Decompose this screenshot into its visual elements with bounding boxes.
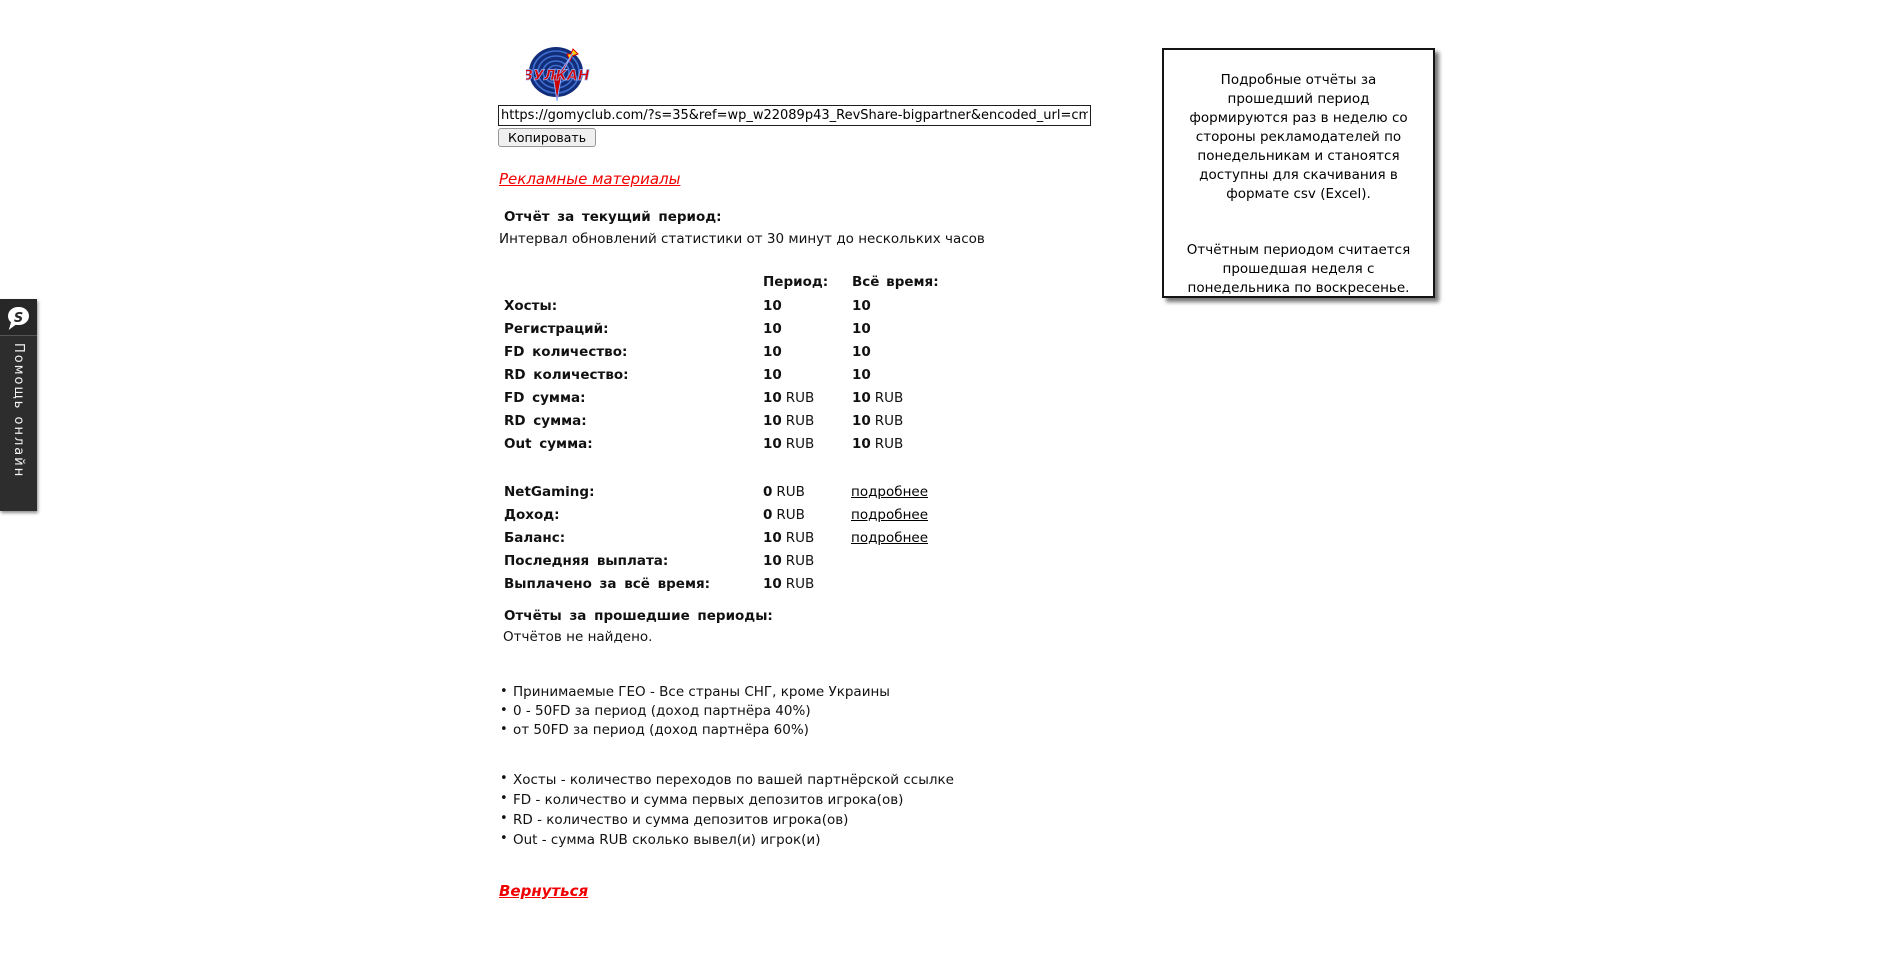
column-header-period: Период: <box>763 274 829 290</box>
stat-period-unit: RUB <box>785 435 815 452</box>
glossary-list-item: • Хосты - количество переходов по вашей партнёрской ссылке <box>498 770 1118 790</box>
stat-label: Хосты: <box>504 297 558 314</box>
info-box-paragraph-2: Отчётным периодом считается прошедшая неделя с понедельника по воскресенье. <box>1186 242 1411 296</box>
finance-value: 10 <box>763 575 782 592</box>
past-reports-empty-text: Отчётов не найдено. <box>503 629 653 645</box>
details-link[interactable]: подробнее <box>851 506 929 523</box>
stat-alltime-cell <box>852 436 1002 452</box>
stat-period-value: 10 <box>763 297 782 314</box>
stat-alltime-cell <box>852 367 1002 383</box>
stat-period-value: 10 <box>763 412 782 429</box>
table-row <box>498 386 1038 409</box>
finance-unit: RUB <box>785 575 815 592</box>
finance-row <box>498 526 1058 549</box>
finance-row <box>498 503 1058 526</box>
table-row <box>498 294 1038 317</box>
chat-bubble-s-icon <box>8 307 29 325</box>
stat-alltime-cell <box>852 413 1002 429</box>
stat-alltime-cell <box>852 321 1002 337</box>
finance-unit: RUB <box>776 506 805 523</box>
help-online-label: Помощь онлайн <box>11 343 26 479</box>
stat-period-unit: RUB <box>785 412 815 429</box>
stat-alltime-value: 10 <box>852 389 871 406</box>
finance-value-cell <box>763 576 851 592</box>
info-box-paragraph-1: Подробные отчёты за прошедший период формируются раз в неделю со стороны рекламодателей по понедельникам и станоятся доступны для скачивания в формате csv (Excel). <box>1189 72 1408 202</box>
terms-list-item: • от 50FD за период (доход партнёра 60%) <box>498 721 1118 740</box>
stat-period-cell <box>763 436 852 452</box>
finance-label: Последняя выплата: <box>504 552 669 569</box>
update-interval-note: Интервал обновлений статистики от 30 минут до нескольких часов <box>499 231 985 247</box>
stat-period-cell <box>763 367 852 383</box>
finance-unit: RUB <box>785 552 815 569</box>
finance-value: 0 <box>763 483 773 500</box>
table-row <box>498 317 1038 340</box>
stat-alltime-cell <box>852 344 1002 360</box>
stat-label: Out сумма: <box>504 435 593 452</box>
stat-period-cell <box>763 321 852 337</box>
terms-list-item: • 0 - 50FD за период (доход партнёра 40%) <box>498 702 1118 721</box>
finance-value-cell <box>763 484 851 500</box>
finance-value: 10 <box>763 529 782 546</box>
table-row <box>498 340 1038 363</box>
finance-row <box>498 572 1058 595</box>
finance-value: 0 <box>763 506 773 523</box>
finance-value-cell <box>763 507 851 523</box>
stat-period-cell <box>763 344 852 360</box>
table-header-row <box>498 274 1038 294</box>
stat-alltime-value: 10 <box>852 366 871 383</box>
stat-alltime-unit: RUB <box>874 389 904 406</box>
stat-period-value: 10 <box>763 389 782 406</box>
details-link[interactable]: подробнее <box>851 483 929 500</box>
finance-value: 10 <box>763 552 782 569</box>
terms-list <box>498 683 1118 740</box>
promo-materials-link[interactable]: Рекламные материалы <box>499 170 681 188</box>
past-reports-heading: Отчёты за прошедшие периоды: <box>504 608 773 624</box>
back-link[interactable]: Вернуться <box>499 882 589 900</box>
table-row <box>498 432 1038 455</box>
help-online-widget[interactable] <box>0 299 37 511</box>
stat-alltime-value: 10 <box>852 297 871 314</box>
stat-label: Регистраций: <box>504 320 609 337</box>
stat-alltime-value: 10 <box>852 320 871 337</box>
terms-list-item: • Принимаемые ГЕО - Все страны СНГ, кроме Украины <box>498 683 1118 702</box>
vulkan-logo-text: ВУЛКАН <box>526 68 590 84</box>
stat-alltime-cell <box>852 390 1002 406</box>
copy-button[interactable]: Копировать <box>498 128 596 147</box>
stat-period-cell <box>763 298 852 314</box>
stat-period-cell <box>763 413 852 429</box>
stat-label: FD сумма: <box>504 389 586 406</box>
finance-value-cell <box>763 553 851 569</box>
stat-label: RD количество: <box>504 366 629 383</box>
finance-label: NetGaming: <box>504 483 595 500</box>
stat-period-value: 10 <box>763 320 782 337</box>
stat-label: FD количество: <box>504 343 628 360</box>
stat-period-unit: RUB <box>785 389 815 406</box>
glossary-list <box>498 770 1118 850</box>
finance-unit: RUB <box>785 529 815 546</box>
finance-unit: RUB <box>776 483 805 500</box>
stat-alltime-unit: RUB <box>874 435 904 452</box>
stat-period-value: 10 <box>763 435 782 452</box>
finance-label: Баланс: <box>504 529 566 546</box>
glossary-list-item: • Out - сумма RUB сколько вывел(и) игрок(и) <box>498 830 1118 850</box>
stat-alltime-cell <box>852 298 1002 314</box>
referral-url-input[interactable] <box>498 105 1091 126</box>
current-period-table <box>498 274 1038 455</box>
finance-table <box>498 480 1058 595</box>
finance-link-cell <box>851 484 971 500</box>
stat-label: RD сумма: <box>504 412 587 429</box>
stat-alltime-value: 10 <box>852 343 871 360</box>
vulkan-logo-image <box>526 45 590 103</box>
glossary-list-item: • FD - количество и сумма первых депозитов игрока(ов) <box>498 790 1118 810</box>
table-row <box>498 409 1038 432</box>
chat-icon-letter: S <box>13 311 24 326</box>
vulkan-logo <box>526 45 590 103</box>
finance-label: Доход: <box>504 506 560 523</box>
chat-icon-zone <box>0 299 37 336</box>
current-period-heading: Отчёт за текущий период: <box>504 209 722 225</box>
stat-period-cell <box>763 390 852 406</box>
column-header-alltime: Всё время: <box>852 274 939 290</box>
stat-alltime-value: 10 <box>852 412 871 429</box>
finance-row <box>498 480 1058 503</box>
finance-value-cell <box>763 530 851 546</box>
stat-alltime-value: 10 <box>852 435 871 452</box>
reports-info-box <box>1162 48 1435 298</box>
finance-link-cell <box>851 507 971 523</box>
finance-link-cell <box>851 530 971 546</box>
stat-period-value: 10 <box>763 343 782 360</box>
stat-period-value: 10 <box>763 366 782 383</box>
stat-alltime-unit: RUB <box>874 412 904 429</box>
finance-row <box>498 549 1058 572</box>
finance-label: Выплачено за всё время: <box>504 575 711 592</box>
details-link[interactable]: подробнее <box>851 529 929 546</box>
glossary-list-item: • RD - количество и сумма депозитов игрока(ов) <box>498 810 1118 830</box>
table-row <box>498 363 1038 386</box>
